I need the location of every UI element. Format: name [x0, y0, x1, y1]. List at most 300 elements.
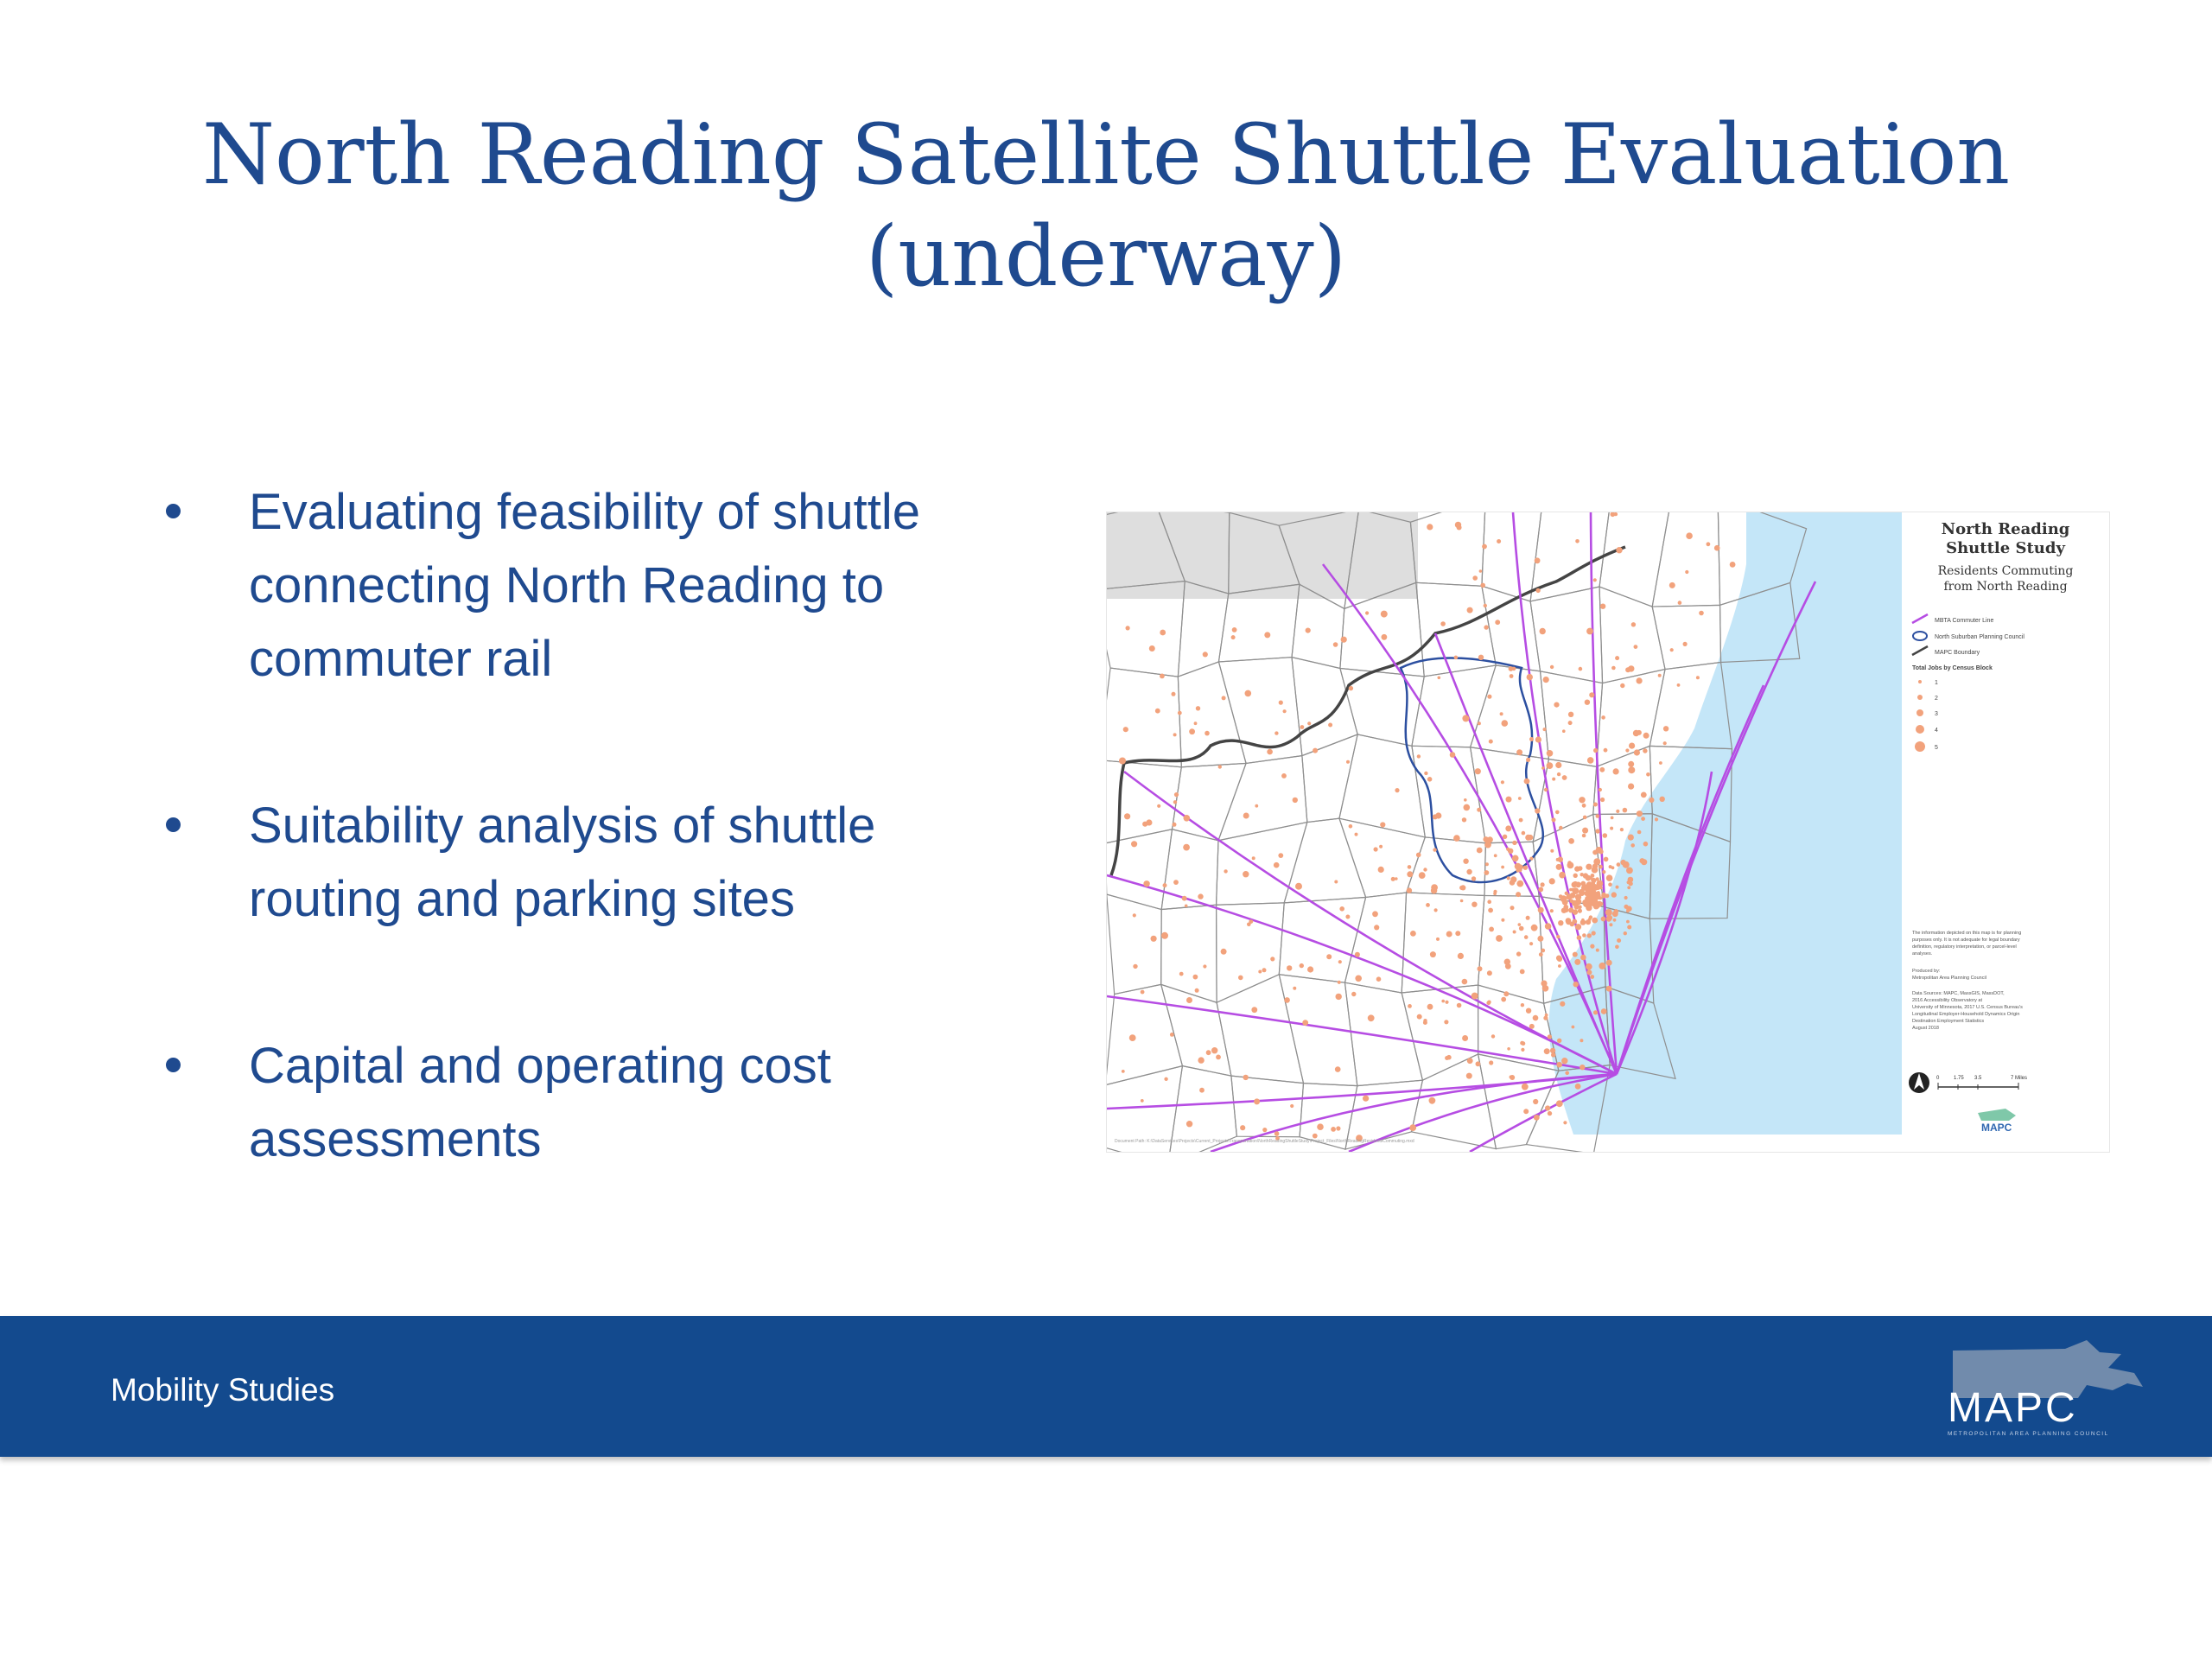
job-dot [1363, 1096, 1369, 1102]
job-dot [1595, 829, 1599, 833]
job-dot [1533, 1015, 1539, 1021]
job-dot [1599, 788, 1602, 791]
map-source-line: Data Sources: MAPC, MassGIS, MassDOT, [1912, 991, 2005, 996]
footer-section-label: Mobility Studies [111, 1372, 335, 1408]
job-dot [1194, 721, 1198, 725]
job-dot [1550, 1048, 1555, 1053]
map-figure [1107, 512, 2109, 1152]
job-dot [1677, 683, 1681, 687]
job-dot [1436, 938, 1440, 941]
job-dot [1317, 1123, 1324, 1130]
job-dot [1575, 1084, 1581, 1090]
job-dot [1281, 773, 1287, 779]
job-dot [1593, 1010, 1598, 1014]
job-dot [1655, 817, 1658, 821]
job-dot [1267, 749, 1273, 755]
job-dot [1141, 1099, 1144, 1103]
map-note-line: analyses. [1912, 951, 1933, 957]
job-dot [1429, 1097, 1436, 1104]
job-dot [1541, 949, 1545, 953]
map-subtitle-line-2: from North Reading [1943, 580, 2068, 594]
job-dot [1124, 813, 1130, 819]
job-dot [1518, 797, 1522, 800]
job-dot [1643, 748, 1647, 753]
job-dot [1589, 692, 1594, 697]
job-dot [1557, 1039, 1561, 1043]
job-dot [1533, 1099, 1538, 1104]
job-dot [1410, 931, 1416, 937]
legend-dot-size-5 [1915, 741, 1925, 752]
job-dot [1503, 835, 1507, 839]
job-dot [1531, 925, 1538, 931]
job-dot [1326, 954, 1332, 959]
slide-title [130, 104, 2082, 308]
job-dot [1540, 628, 1546, 634]
job-dot [1477, 848, 1483, 854]
job-dot [1601, 715, 1605, 720]
job-dot [1524, 935, 1529, 939]
job-dot [1634, 749, 1640, 755]
job-dot [1409, 1124, 1416, 1131]
job-dot [1616, 547, 1622, 553]
legend-dot-size-2 [1917, 695, 1923, 700]
job-dot [1551, 1052, 1555, 1057]
job-dot [1637, 730, 1642, 735]
job-dot [1535, 808, 1540, 813]
job-dot [1660, 797, 1665, 802]
job-dot [1573, 909, 1578, 914]
job-dot [1522, 831, 1526, 836]
job-dot [1579, 797, 1585, 803]
job-dot [1133, 964, 1137, 969]
bullet-item [156, 475, 1037, 696]
job-dot [1550, 665, 1554, 669]
job-dot [1613, 918, 1617, 922]
job-dot [1283, 709, 1287, 713]
job-dot [1313, 748, 1318, 753]
job-dot [1641, 792, 1647, 798]
map-source-line: 2016 Accessibility Observatory at [1912, 998, 1983, 1003]
job-dot [1596, 883, 1601, 888]
job-dot [1270, 957, 1274, 961]
scale-label: 1.75 [1954, 1076, 1964, 1081]
job-dot [1512, 667, 1516, 671]
job-dot [1516, 749, 1522, 755]
job-dot [1258, 970, 1262, 974]
job-dot [1583, 816, 1587, 820]
job-dot [1612, 911, 1618, 917]
bullet-line: Capital and operating cost [249, 1038, 831, 1094]
job-dot [1552, 778, 1555, 781]
job-dot [1599, 767, 1605, 772]
job-dot [1178, 711, 1182, 715]
job-dot [1427, 777, 1433, 782]
bullet-icon [166, 817, 181, 832]
job-dot [1345, 915, 1350, 919]
job-dot [1462, 715, 1469, 721]
job-dot [1629, 743, 1635, 749]
job-dot [1625, 667, 1630, 672]
job-dot [1173, 800, 1177, 804]
job-dot [1247, 923, 1251, 927]
job-dot [1160, 630, 1166, 636]
job-dot [1549, 878, 1555, 884]
job-dot [1216, 1055, 1221, 1060]
job-dot [1462, 979, 1468, 985]
job-dot [1582, 933, 1586, 938]
job-dot [1334, 880, 1338, 884]
job-dot [1182, 896, 1187, 901]
job-dot [1596, 949, 1599, 952]
job-dot [1610, 827, 1613, 830]
job-dot [1455, 931, 1460, 936]
job-dot [1143, 880, 1149, 887]
job-dot [1558, 964, 1561, 968]
map-note-line: definition, regulatory interpretation, or parcel-level [1912, 944, 2017, 950]
job-dot [1142, 822, 1147, 827]
job-dot [1609, 865, 1612, 868]
job-dot [1592, 850, 1598, 855]
job-dot [1493, 892, 1497, 895]
job-dot [1568, 712, 1573, 717]
job-dot [1238, 976, 1243, 981]
job-dot [1407, 871, 1413, 877]
job-dot [1199, 1088, 1205, 1093]
job-dot [1670, 648, 1674, 652]
job-dot [1502, 720, 1509, 727]
job-dot [1243, 813, 1249, 819]
job-dot [1582, 834, 1586, 838]
job-dot [1155, 709, 1160, 714]
job-dot [1547, 750, 1554, 757]
job-dot [1444, 1020, 1448, 1024]
job-dot [1535, 588, 1540, 593]
job-dot [1604, 857, 1609, 862]
job-dot [1501, 997, 1506, 1002]
job-dot [1568, 721, 1573, 725]
job-dot [1489, 740, 1493, 744]
job-dot [1331, 1127, 1336, 1132]
job-dot [1445, 1056, 1449, 1060]
job-dot [1627, 886, 1630, 889]
scale-label: 3.5 [1974, 1076, 1982, 1081]
job-dot [1580, 1065, 1585, 1070]
job-dot [1520, 1041, 1524, 1046]
job-dot [1496, 935, 1503, 942]
job-dot [1527, 674, 1533, 680]
job-dot [1606, 874, 1613, 881]
job-dot [1501, 918, 1504, 922]
job-dot [1587, 933, 1592, 938]
job-dot [1445, 1001, 1448, 1004]
job-dot [1578, 909, 1582, 913]
job-dot [1545, 1014, 1548, 1017]
job-dot [1416, 853, 1421, 858]
job-dot [1563, 905, 1568, 910]
legend-dot-label-3: 3 [1935, 711, 1938, 717]
job-dot [1173, 733, 1177, 736]
job-dot [1587, 757, 1594, 764]
job-dot [1186, 1121, 1192, 1127]
job-dot [1454, 656, 1459, 660]
job-dot [1606, 986, 1612, 992]
job-dot [1526, 758, 1530, 762]
job-dot [1510, 674, 1514, 678]
job-dot [1602, 870, 1605, 874]
job-dot [1203, 964, 1206, 968]
job-dot [1607, 915, 1613, 921]
job-dot [1472, 575, 1478, 581]
job-dot [1555, 762, 1561, 768]
job-dot [1630, 843, 1635, 848]
job-dot [1608, 912, 1611, 915]
job-dot [1566, 893, 1572, 899]
job-dot [1157, 804, 1160, 808]
job-dot [1526, 916, 1530, 920]
job-dot [1555, 810, 1560, 815]
job-dot [1252, 856, 1255, 860]
job-dot [1616, 810, 1619, 813]
job-dot [1582, 828, 1588, 834]
job-dot [1487, 899, 1491, 904]
job-dot [1193, 975, 1198, 980]
job-dot [1484, 625, 1488, 629]
job-dot [1464, 804, 1471, 811]
job-dot [1593, 578, 1597, 582]
job-dot [1491, 1034, 1495, 1038]
job-dot [1300, 725, 1305, 729]
job-dot [1586, 904, 1590, 907]
job-dot [1529, 1024, 1535, 1029]
map-produced-label: Produced by: [1912, 969, 1941, 974]
job-dot [1517, 868, 1522, 872]
job-dot [1586, 963, 1592, 970]
job-dot [1495, 620, 1500, 625]
job-dot [1287, 965, 1292, 970]
job-dot [1611, 892, 1617, 897]
job-dot [1626, 920, 1630, 924]
job-dot [1560, 873, 1565, 877]
job-dot [1164, 1077, 1167, 1081]
job-dot [1699, 611, 1704, 616]
job-dot [1609, 923, 1612, 926]
job-dot [1626, 909, 1630, 912]
job-dot [1467, 607, 1473, 613]
job-dot [1426, 903, 1430, 907]
job-dot [1198, 893, 1203, 899]
job-dot [1565, 1071, 1569, 1076]
job-dot [1510, 1075, 1513, 1078]
job-dot [1488, 908, 1493, 913]
job-dot [1580, 919, 1586, 925]
job-dot [1600, 798, 1605, 802]
job-dot [1307, 721, 1311, 725]
job-dot [1538, 887, 1543, 893]
job-dot [1562, 899, 1568, 906]
job-dot [1586, 969, 1592, 975]
job-dot [1302, 1020, 1308, 1026]
job-dot [1604, 748, 1608, 753]
job-dot [1599, 865, 1603, 869]
map-source-line: Longitudinal Employer-Household Dynamics Origin [1912, 1012, 2020, 1017]
job-dot [1513, 931, 1516, 934]
job-dot [1487, 695, 1491, 699]
job-dot [1567, 861, 1572, 865]
job-dot [1381, 611, 1388, 618]
legend-boundary-label: MAPC Boundary [1935, 650, 1980, 656]
job-dot [1264, 632, 1270, 638]
job-dot [1627, 925, 1631, 930]
job-dot [1464, 798, 1467, 802]
bullet-line: commuter rail [249, 631, 553, 687]
job-dot [1173, 880, 1179, 885]
job-dot [1561, 1058, 1567, 1064]
job-dot [1624, 896, 1628, 899]
job-dot [1624, 931, 1627, 935]
north-arrow-icon [1909, 1072, 1929, 1093]
job-dot [1485, 862, 1489, 866]
job-dot [1501, 780, 1504, 784]
job-dot [1467, 1058, 1473, 1064]
job-dot [1497, 539, 1501, 543]
job-dot [1489, 927, 1494, 932]
job-dot [1462, 1035, 1468, 1041]
job-dot [1586, 864, 1592, 870]
job-dot [1585, 700, 1590, 705]
job-dot [1573, 952, 1578, 957]
job-dot [1457, 1003, 1462, 1008]
job-dot [1196, 706, 1200, 710]
job-dot [1195, 988, 1199, 993]
job-dot [1562, 729, 1566, 733]
job-dot [1707, 542, 1711, 546]
map-source-line: August 2018 [1912, 1026, 1939, 1031]
job-dot [1417, 754, 1421, 758]
job-dot [1351, 992, 1356, 996]
job-dot [1374, 925, 1379, 930]
job-dot [1512, 841, 1516, 845]
job-dot [1541, 766, 1545, 770]
job-dot [1505, 963, 1511, 969]
job-dot [1631, 622, 1636, 626]
job-dot [1174, 792, 1179, 797]
job-dot [1556, 956, 1562, 962]
legend-dot-label-1: 1 [1935, 680, 1938, 686]
job-dot [1678, 601, 1682, 605]
job-dot [1471, 902, 1477, 907]
job-dot [1476, 1061, 1481, 1066]
job-dot [1601, 917, 1606, 922]
job-dot [1262, 968, 1267, 972]
job-dot [1641, 859, 1647, 865]
job-dot [1556, 1100, 1563, 1107]
map-source-line: Destination Employment Statistics [1912, 1019, 1985, 1024]
map-image [1106, 512, 2110, 1153]
job-dot [1126, 626, 1130, 630]
job-dot [1295, 883, 1302, 890]
job-dot [1460, 899, 1464, 903]
job-dot [1161, 932, 1168, 939]
job-dot [1172, 692, 1176, 696]
job-dot [1575, 924, 1581, 930]
job-dot [1683, 642, 1688, 646]
job-dot [1346, 760, 1350, 764]
job-dot [1471, 993, 1478, 1000]
job-dot [1658, 674, 1662, 677]
legend-dot-label-5: 5 [1935, 745, 1938, 751]
job-dot [1151, 936, 1157, 942]
job-dot [1519, 926, 1524, 931]
job-dot [1524, 779, 1530, 785]
job-dot [1457, 525, 1462, 531]
slide-title-line-1: North Reading Satellite Shuttle Evaluation [201, 106, 2011, 203]
job-dot [1600, 604, 1605, 609]
bullet-icon [166, 504, 181, 518]
job-dot [1395, 788, 1399, 792]
job-dot [1477, 808, 1481, 812]
job-dot [1500, 712, 1503, 715]
job-dot [1611, 817, 1614, 820]
job-dot [1593, 803, 1598, 807]
job-dot [1433, 814, 1438, 819]
job-dot [1554, 702, 1559, 708]
job-dot [1133, 913, 1136, 917]
job-dot [1528, 835, 1534, 841]
job-dot [1211, 1047, 1217, 1053]
job-dot [1529, 857, 1533, 861]
job-dot [1543, 728, 1547, 731]
bullet-line: Evaluating feasibility of shuttle [249, 484, 920, 540]
job-dot [1205, 731, 1210, 736]
job-dot [1634, 645, 1638, 649]
job-dot [1620, 683, 1624, 688]
job-dot [1274, 862, 1280, 868]
map-note-line: purposes only. It is not adequate for legal boundary [1912, 938, 2020, 943]
job-dot [1577, 935, 1582, 940]
job-dot [1547, 762, 1554, 769]
job-dot [1558, 857, 1563, 862]
job-dot [1438, 677, 1441, 680]
job-dot [1378, 867, 1384, 873]
job-dot [1382, 634, 1388, 640]
job-dot [1372, 911, 1378, 917]
job-dot [1254, 1098, 1260, 1104]
job-dot [1535, 736, 1541, 742]
job-dot [1480, 583, 1485, 588]
job-dot [1516, 880, 1523, 887]
job-dot [1507, 876, 1510, 880]
job-dot [1556, 864, 1562, 870]
job-dot [1575, 899, 1581, 905]
job-dot [1617, 862, 1621, 867]
job-dot [1608, 882, 1612, 887]
job-dot [1479, 569, 1483, 573]
job-dot [1170, 1033, 1174, 1037]
job-dot [1516, 951, 1521, 956]
job-dot [1512, 855, 1519, 862]
job-dot [1478, 966, 1483, 971]
job-dot [1590, 975, 1594, 979]
job-dot [1522, 1084, 1529, 1090]
job-dot [1307, 966, 1313, 972]
job-dot [1628, 784, 1634, 790]
job-dot [1478, 721, 1481, 725]
job-dot [1183, 844, 1190, 851]
job-dot [1466, 869, 1471, 874]
job-dot [1284, 997, 1290, 1003]
job-dot [1539, 952, 1543, 957]
job-dot [1333, 642, 1338, 647]
